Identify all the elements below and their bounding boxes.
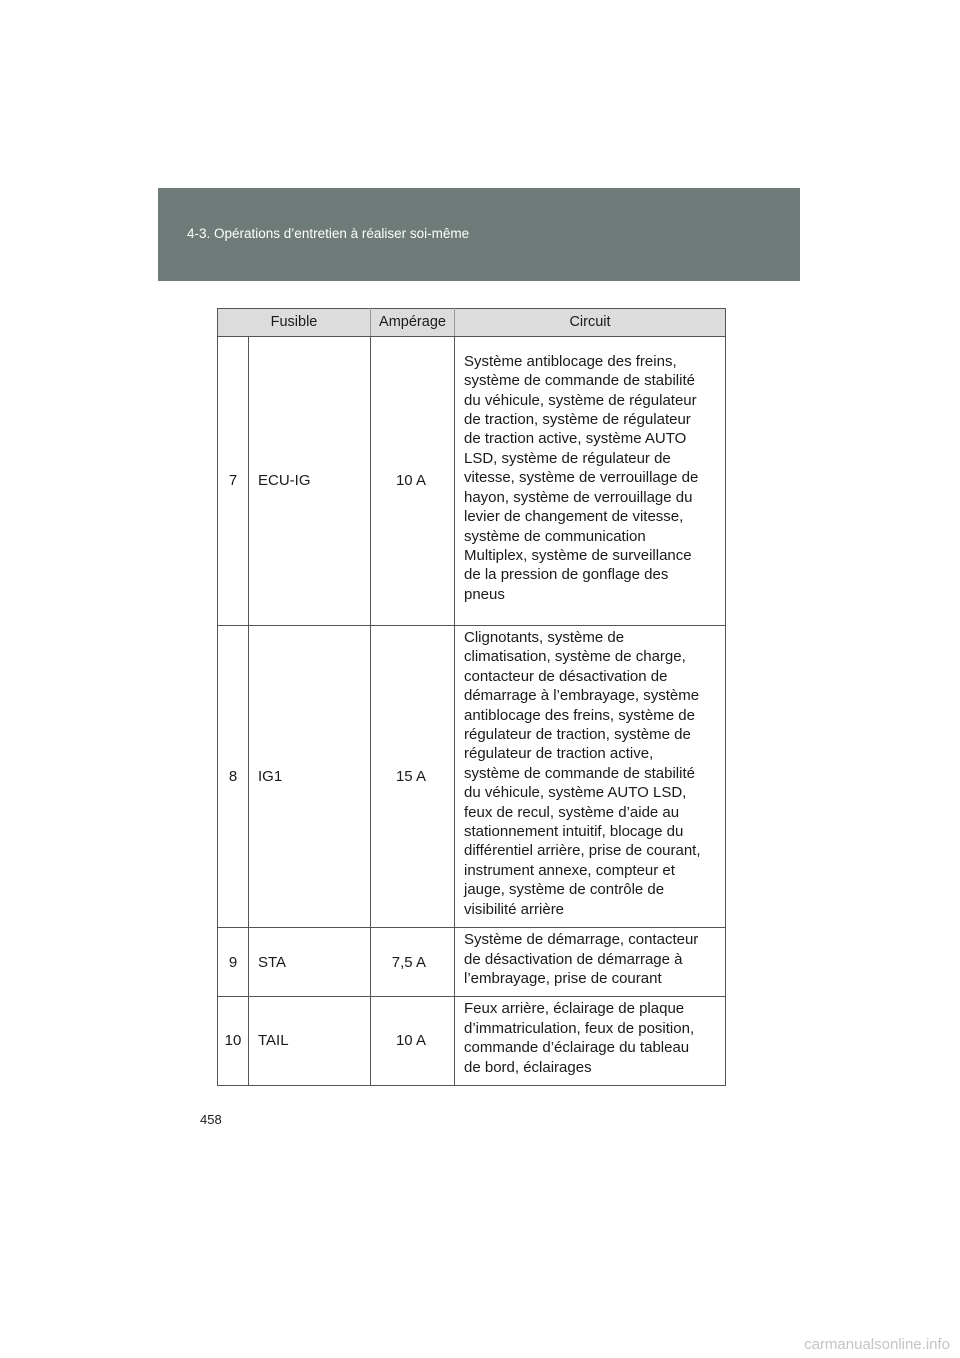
circuit-line: de désactivation de démarrage à [464, 950, 683, 968]
column-header-amperage: Ampérage [371, 309, 455, 337]
fuse-number: 8 [218, 626, 249, 928]
page-number: 458 [200, 1112, 222, 1127]
table-row [218, 928, 726, 997]
circuit-line: antiblocage des freins, système de [464, 706, 695, 724]
circuit-line: de traction, système de régulateur [464, 411, 691, 429]
circuit-line: Clignotants, système de [464, 629, 625, 646]
fuse-circuit [455, 928, 726, 997]
table-row [218, 337, 726, 626]
circuit-line: régulateur de traction active, [464, 745, 654, 763]
circuit-line: pneus [464, 585, 505, 603]
table-row [218, 997, 726, 1086]
table-row [218, 626, 726, 928]
circuit-line: hayon, système de verrouillage du [464, 488, 693, 506]
fuse-name: IG1 [249, 626, 371, 928]
circuit-line: visibilité arrière [464, 900, 565, 918]
circuit-line: Système antiblocage des freins, [464, 352, 677, 370]
fuse-amperage: 7,5 A [371, 928, 455, 997]
watermark-text: carmanualsonline.info [804, 1336, 950, 1353]
circuit-line: stationnement intuitif, blocage du [464, 823, 684, 841]
section-header-band [158, 188, 800, 281]
circuit-line: de traction active, système AUTO [464, 430, 687, 448]
circuit-line: différentiel arrière, prise de courant, [464, 842, 701, 860]
circuit-line: du véhicule, système de régulateur [464, 391, 697, 409]
circuit-line: feux de recul, système d’aide au [464, 803, 680, 821]
circuit-line: levier de changement de vitesse, [464, 508, 684, 526]
fuse-number: 7 [218, 337, 249, 626]
column-header-circuit: Circuit [455, 309, 726, 337]
circuit-line: du véhicule, système AUTO LSD, [464, 784, 687, 802]
circuit-line: Multiplex, système de surveillance [464, 546, 692, 564]
circuit-line: système de commande de stabilité [464, 764, 695, 782]
circuit-line: système de communication [464, 527, 646, 545]
fuse-amperage: 10 A [371, 337, 455, 626]
circuit-line: climatisation, système de charge, [464, 648, 686, 666]
section-title: 4-3. Opérations d’entretien à réaliser soi-même [187, 226, 470, 241]
circuit-line: régulateur de traction, système de [464, 726, 691, 744]
circuit-line: vitesse, système de verrouillage de [464, 469, 699, 487]
watermark [0, 1336, 960, 1358]
circuit-line: contacteur de désactivation de [464, 667, 668, 685]
column-header-fuse: Fusible [218, 309, 371, 337]
fuse-number: 10 [218, 997, 249, 1086]
fuse-circuit [455, 626, 726, 928]
fuse-amperage: 15 A [371, 626, 455, 928]
circuit-line: d’immatriculation, feux de position, [464, 1019, 695, 1037]
circuit-line: démarrage à l’embrayage, système [464, 687, 700, 705]
fuse-name: ECU-IG [249, 337, 371, 626]
table-header-row [218, 309, 726, 337]
circuit-line: Feux arrière, éclairage de plaque [464, 1000, 685, 1018]
circuit-line: l’embrayage, prise de courant [464, 969, 662, 987]
circuit-line: Système de démarrage, contacteur [464, 931, 699, 949]
circuit-line: système de commande de stabilité [464, 372, 695, 390]
fuse-name: STA [249, 928, 371, 997]
fuse-amperage: 10 A [371, 997, 455, 1086]
fuse-table [217, 308, 726, 1086]
circuit-line: LSD, système de régulateur de [464, 449, 671, 467]
fuse-circuit [455, 337, 726, 626]
fuse-circuit [455, 997, 726, 1086]
circuit-line: de la pression de gonflage des [464, 566, 669, 584]
fuse-name: TAIL [249, 997, 371, 1086]
circuit-line: instrument annexe, compteur et [464, 861, 675, 879]
circuit-line: de bord, éclairages [464, 1058, 592, 1076]
fuse-number: 9 [218, 928, 249, 997]
circuit-line: jauge, système de contrôle de [464, 881, 665, 899]
circuit-line: commande d’éclairage du tableau [464, 1039, 690, 1057]
